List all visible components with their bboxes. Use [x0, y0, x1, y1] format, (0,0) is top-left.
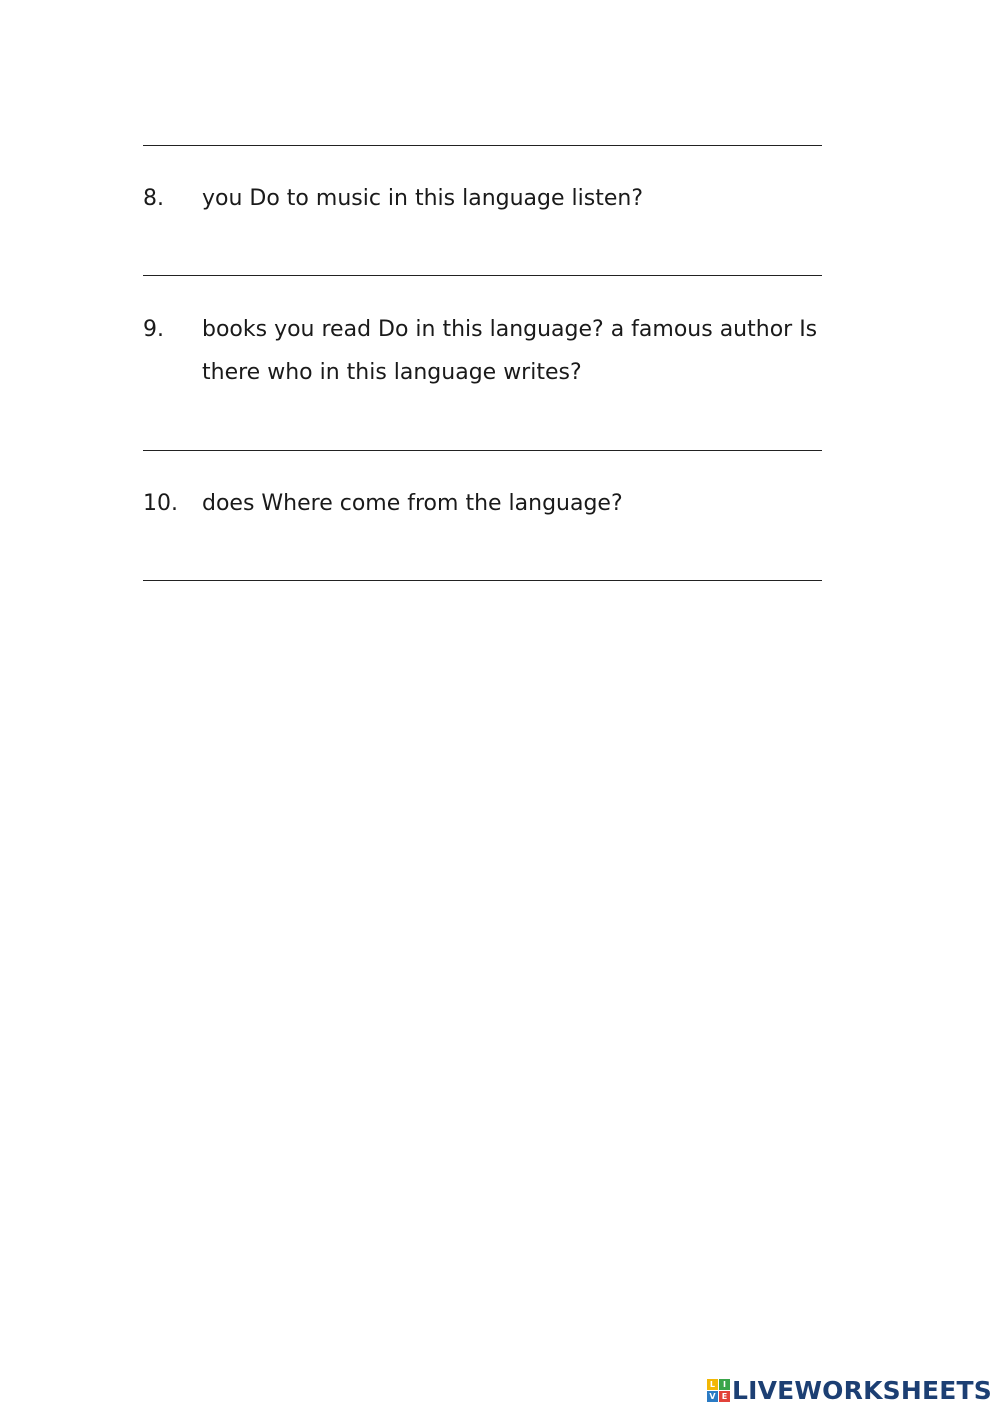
answer-line[interactable] [143, 275, 822, 276]
answer-line[interactable] [143, 580, 822, 581]
logo-tile: I [719, 1379, 730, 1390]
logo-tile: E [719, 1391, 730, 1402]
logo-tiles-icon [707, 1379, 730, 1402]
logo-tile: L [707, 1379, 718, 1390]
question-10 [143, 482, 833, 525]
question-text-line: does Where come from the language? [202, 491, 623, 516]
answer-line[interactable] [143, 145, 822, 146]
liveworksheets-logo [707, 1373, 992, 1407]
question-number: 10. [143, 491, 178, 516]
answer-line[interactable] [143, 450, 822, 451]
question-text-line: books you read Do in this language? a famous author Is [202, 317, 818, 342]
question-number: 8. [143, 186, 164, 211]
logo-tile: V [707, 1391, 718, 1402]
question-9 [143, 308, 833, 394]
question-text-line: you Do to music in this language listen? [202, 186, 643, 211]
question-text [202, 308, 833, 394]
question-text [202, 177, 833, 220]
question-text [202, 482, 833, 525]
question-text-line: there who in this language writes? [202, 360, 582, 385]
question-number: 9. [143, 317, 164, 342]
question-8 [143, 177, 833, 220]
logo-wordmark: LIVEWORKSHEETS [731, 1375, 992, 1405]
